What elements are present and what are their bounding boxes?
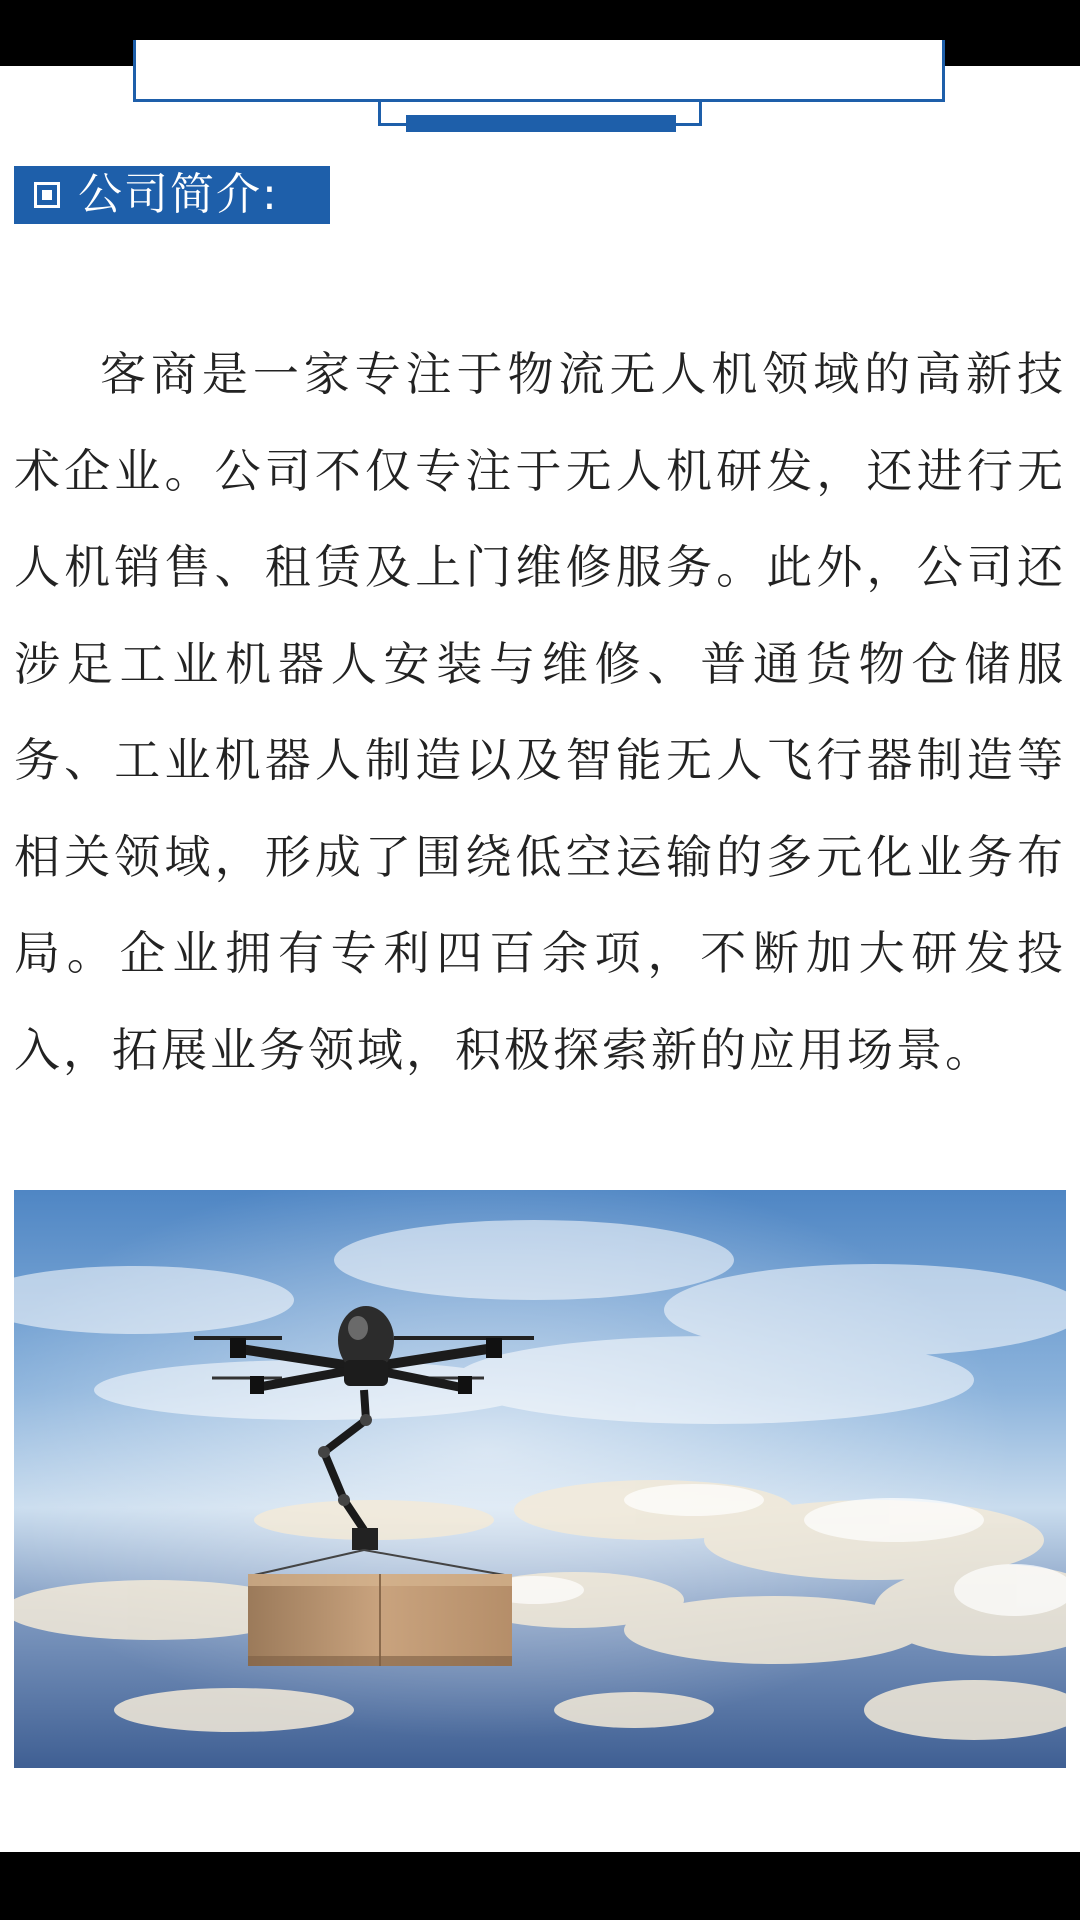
section-header bbox=[14, 166, 330, 224]
square-bullet-icon bbox=[34, 182, 60, 208]
section-title: 公司简介: bbox=[78, 169, 279, 220]
title-banner-tab-fill bbox=[406, 115, 676, 132]
drone-delivery-photo bbox=[14, 1190, 1066, 1768]
company-intro-paragraph: 客商是一家专注于物流无人机领域的高新技术企业。公司不仅专注于无人机研发，还进行无人机销售、租赁及上门维修服务。此外，公司还涉足工业机器人安装与维修、普通货物仓储服务、工业机器人制造以及智能无人飞行器制造等相关领域，形成了围绕低空运输的多元化业务布局。企业拥有专利四百余项，不断加大研发投入，拓展业务领域，积极探索新的应用场景。 bbox=[14, 347, 1066, 1077]
bottom-bar bbox=[0, 1852, 1080, 1920]
title-banner-frame bbox=[133, 40, 945, 102]
